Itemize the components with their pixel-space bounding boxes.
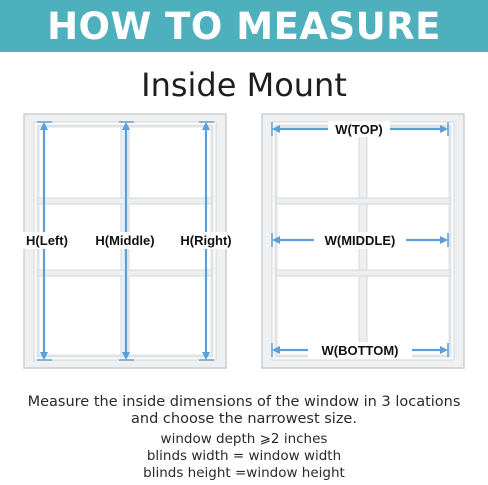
instructions-line-1: Measure the inside dimensions of the window in 3 locations xyxy=(27,394,461,410)
note-blinds-width: blinds width = window width xyxy=(146,448,342,464)
label-w-middle: W(MIDDLE) xyxy=(324,233,396,248)
instructions xyxy=(0,394,488,428)
label-w-bottom: W(BOTTOM) xyxy=(321,343,399,358)
page-subtitle: Inside Mount xyxy=(141,66,347,104)
label-h-middle: H(Middle) xyxy=(95,233,155,248)
note-blinds-height: blinds height =window height xyxy=(143,465,345,481)
label-h-left: H(Left) xyxy=(26,233,68,248)
label-h-right: H(Right) xyxy=(180,233,232,248)
banner-title: HOW TO MEASURE xyxy=(47,4,441,48)
right-window xyxy=(262,114,464,368)
note-window-depth: window depth ⩾2 inches xyxy=(160,431,328,447)
label-w-top: W(TOP) xyxy=(335,122,383,137)
left-window xyxy=(20,114,238,368)
notes-list xyxy=(0,431,488,482)
instructions-line-2: and choose the narrowest size. xyxy=(131,411,357,427)
